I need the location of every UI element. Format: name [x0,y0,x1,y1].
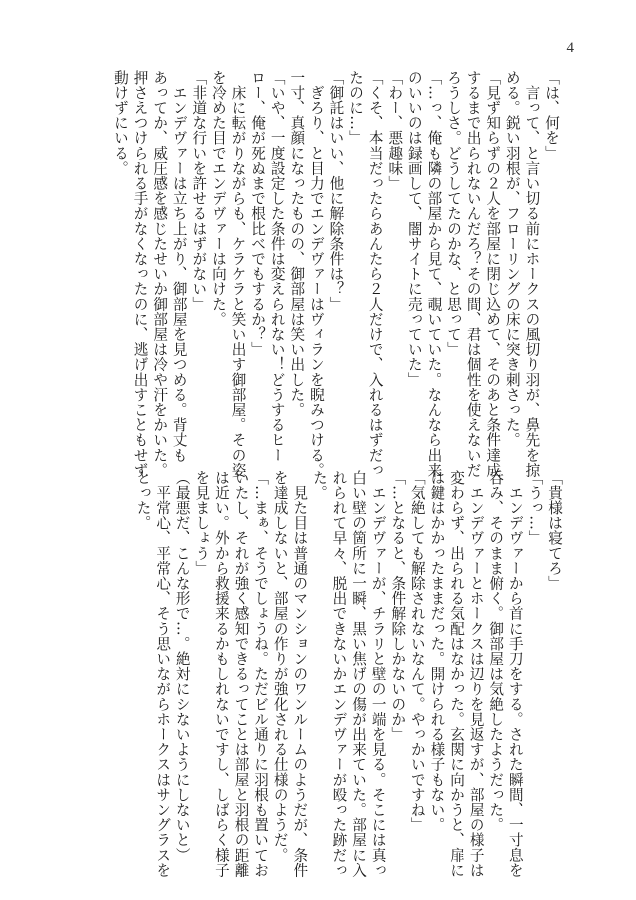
text-line: 「わー、悪趣味」 [386,70,404,191]
text-line: 白い壁の箇所に一瞬、黒い焦げの傷が出来ていた。部屋に入 [350,470,368,878]
text-line: 「…っ、俺も隣の部屋から見て、覗いていた。なんなら出来 [425,70,443,478]
text-line: を見ましょう」 [193,470,211,576]
text-line: エンデヴァーは立ち上がり、御部屋を見つめる。背丈も [170,70,188,463]
text-line: たのに…」 [347,70,365,146]
text-line: 「気絶しても解除されないなんて。やっかいですね」 [408,470,426,833]
text-line: 「貴様は寝てろ」 [546,470,563,591]
text-line: 平常心、平常心、そう思いながらホークスはサングラスを [154,470,172,878]
text-line: は近い。外から救援来るかもしれないですし、しばらく様子 [212,470,230,878]
text-line: ロー、俺が死ぬまで根比べでもするか？」 [249,70,267,357]
top-text-block [110,70,561,480]
text-line: ろうしさ。どうしてたのかな、と思って」 [445,70,463,357]
text-line: エンデヴァーが、チラリと壁の一端を見る。そこには真っ [369,470,387,878]
text-line: 「うっ…」 [526,470,544,546]
text-line: するまで出られないんだろ？その間、君は個性を使えないだ [464,70,482,478]
text-line: 「いや、一度設定した条件は変えられない！どうするヒー [268,70,286,463]
page-number: 4 [566,40,574,56]
text-line: 「は、何を」 [543,70,560,161]
text-line: とった。 [134,470,152,531]
text-line: 押さえつけられる手がなくなったのに、逃げ出すこともせず [131,70,149,478]
text-line: 見た目は普通のマンションのワンルームのようだが、条件 [291,470,309,878]
text-line: れられて早々、脱出できないかエンデヴァーが殴った跡だっ [330,470,348,878]
text-line: 変わらず、出られる気配はなかった。玄関に向かうと、扉に [448,470,466,878]
text-line: 「見ず知らずの２人を部屋に閉じ込めて、そのあと条件達成 [484,70,502,478]
text-line: いたし、それが強く感知できるってことは部屋と羽根の距離 [232,470,250,878]
text-line: 「御託はいい、他に解除条件は？」 [327,70,345,312]
text-line: 言って、と言い切る前にホークスの風切り羽が、鼻先を掠 [523,70,541,478]
text-line: のいいのは録画して、闇サイトに売っていた」 [405,70,423,388]
text-line: エンデヴァーから首に手刀をする。された瞬間、一寸息を [506,470,524,878]
text-line: 床に転がりながらも、ケラケラと笑い出す御部屋。その姿 [229,70,247,478]
text-line: を冷めた目でエンデヴァーは向けた。 [209,70,227,327]
text-line: 動けずにいる。 [111,70,129,176]
text-line: を達成しないと、部屋の作りが強化される仕様のようだ。 [271,470,289,863]
text-line: 「くそ、本当だったらあんたら２人だけで、入れるはずだっ [366,70,384,478]
text-line: あってか、威圧感を感じたせいか御部屋は冷や汗をかいた。 [151,70,169,478]
text-line: 「…まぁ、そうでしょうね。ただビル通りに羽根も置いてお [252,470,270,878]
text-line: ぎろり、と目力でエンデヴァーはヴィランを睨みつける。 [307,70,325,478]
text-line: エンデヴァーとホークスは辺りを見返すが、部屋の様子は [467,470,485,878]
bottom-text-block [133,470,564,878]
text-line: は鍵はかかったままだった。開けられる様子もない。 [428,470,446,833]
text-line: 「…となると、条件解除しかないのか」 [389,470,407,742]
text-line: た。 [310,470,328,501]
text-line: める。鋭い羽根が、フローリングの床に突き刺さった。 [503,70,521,448]
text-line: （最悪だ、こんな形で…。絶対にシないようにしないと） [173,470,191,863]
text-line: 呑み、そのまま俯く。御部屋は気絶したようだった。 [487,470,505,833]
text-line: 「非道な行いを許せるはずがない」 [190,70,208,312]
text-line: 一寸、真顔になったものの、御部屋は笑い出した。 [288,70,306,418]
